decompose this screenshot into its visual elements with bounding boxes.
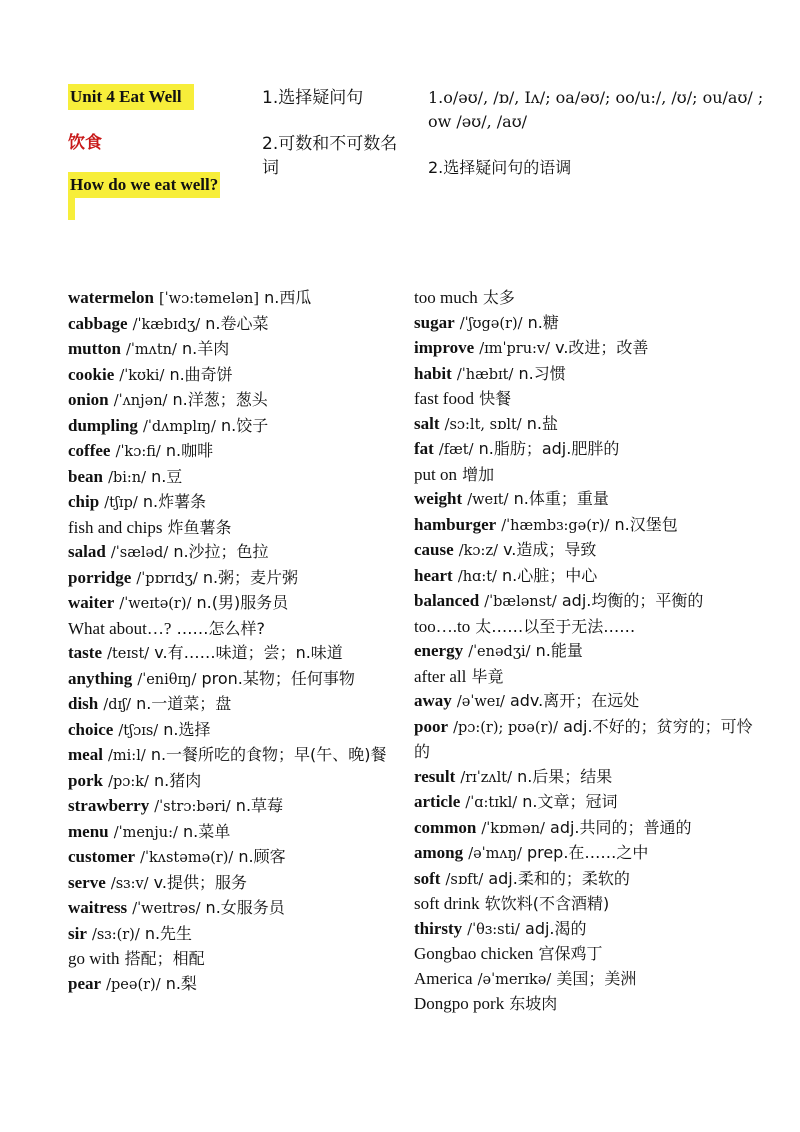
vocab-word: salt [414,413,440,433]
vocab-phonetic: /pɔ:k/ [108,773,149,790]
vocab-phonetic: /ˈkɔ:fi/ [115,444,161,460]
grammar-list [262,86,412,202]
vocab-phonetic: /fæt/ [438,442,474,458]
vocab-phonetic: /peə(r)/ [106,976,161,993]
vocab-entry [68,667,408,693]
vocab-word: serve [68,872,106,892]
vocab-word: hamburger [414,514,497,534]
vocab-phonetic: /ɪmˈpru:v/ [479,341,550,357]
vocab-entry [68,490,408,516]
vocab-word: balanced [414,591,480,610]
vocab-entry [414,311,754,337]
vocab-meaning: n.草莓 [235,796,284,815]
vocab-entry [414,816,754,842]
vocab-meaning: v.提供；服务 [153,872,247,892]
vocab-meaning: 搭配；相配 [124,949,205,968]
vocab-word: go with [68,949,120,968]
vocab-entry [414,538,754,564]
vocab-word: strawberry [68,796,150,815]
vocab-meaning: n.体重；重量 [513,489,609,508]
vocab-meaning: 快餐 [479,389,512,408]
vocab-entry [414,917,754,943]
vocab-meaning: n.糖 [527,312,559,332]
vocab-word: fat [414,439,434,458]
header-left [68,84,248,220]
vocab-meaning: n.粥；麦片粥 [202,567,299,587]
vocab-meaning: prep.在……之中 [526,843,649,862]
vocab-entry [414,967,754,993]
vocab-meaning: n.文章；冠词 [522,792,618,811]
vocab-word: mutton [68,339,121,358]
vocab-entry [68,337,408,363]
vocab-phonetic: /ˈmʌtn/ [126,342,177,358]
vocab-word: anything [68,668,133,688]
vocab-phonetic: /ˈhæmbɜ:gə(r)/ [501,517,610,534]
vocab-entry [414,286,754,311]
vocab-meaning: adj.渴的 [525,918,587,938]
vocab-entry [68,363,408,389]
vocab-meaning: 东坡肉 [509,994,558,1013]
vocab-meaning: n.炸薯条 [142,492,207,511]
vocab-phonetic: /ˈmenju:/ [113,824,178,841]
vocab-meaning: n.曲奇饼 [169,364,233,384]
vocab-entry [68,794,408,820]
vocab-phonetic: /teɪst/ [107,646,150,662]
vocab-word: fish and chips [68,517,163,537]
vocab-meaning: n.洋葱；葱头 [172,390,268,409]
vocab-phonetic: /hɑ:t/ [457,568,497,585]
vocab-word: heart [414,565,453,585]
vocab-word: Gongbao chicken [414,944,534,963]
vocab-entry [68,692,408,718]
vocab-entry [414,487,754,513]
vocab-word: soft drink [414,894,480,913]
vocab-entry [68,566,408,592]
vocab-word: porridge [68,567,132,587]
vocab-word: dish [68,694,99,713]
vocab-entry [68,286,408,312]
vocab-entry [414,892,754,917]
vocab-entry [414,639,754,665]
vocab-phonetic: /ˈkʌstəmə(r)/ [140,850,234,866]
vocab-phonetic: [ˈwɔ:təmelən] [159,291,260,307]
vocab-word: sugar [414,312,455,332]
vocab-word: among [414,843,464,862]
unit-title: Unit 4 Eat Well [68,84,194,110]
vocab-entry [414,992,754,1017]
vocab-meaning: 炸鱼薯条 [167,517,232,537]
vocab-word: onion [68,390,109,409]
vocab-meaning: 太多 [482,288,515,307]
vocab-word: thirsty [414,918,463,938]
vocab-entry [68,439,408,465]
vocab-meaning: n.脂肪；adj.肥胖的 [478,439,620,458]
vocab-entry [414,665,754,690]
grammar-item: 1.选择疑问句 [262,88,364,108]
vocab-word: poor [414,716,448,736]
vocab-phonetic: /sɒft/ [445,871,484,888]
vocab-word: salad [68,542,106,561]
vocab-meaning: n.羊肉 [181,339,230,358]
vocab-meaning: adj.不好的；贫穷的；可怜的 [414,716,753,761]
vocab-entry [68,414,408,440]
vocab-phonetic: /əˈmerɪkə/ [477,971,552,988]
vocab-word: habit [414,363,452,383]
vocab-meaning: adj.柔和的；柔软的 [488,868,630,888]
vocab-meaning: 宫保鸡丁 [538,944,603,963]
vocab-word: coffee [68,441,111,460]
vocab-phonetic: /pɔ:(r); pʊə(r)/ [453,719,558,736]
vocab-entry [414,715,754,765]
vocab-meaning: n.后果；结果 [517,766,613,786]
vocab-word: chip [68,492,100,511]
vocab-meaning: v.造成；导致 [503,540,597,559]
vocab-meaning: n.沙拉；色拉 [173,542,269,561]
unit-question: How do we eat well? [68,172,220,198]
vocab-word: America [414,968,473,988]
vocab-word: choice [68,719,114,739]
vocab-word: What about…? [68,618,172,638]
vocab-phonetic: /ˈhæbɪt/ [456,366,514,383]
vocab-word: result [414,766,456,786]
vocab-phonetic: /ˈkʊki/ [119,367,165,384]
vocab-phonetic: /ˈkæbɪdʒ/ [132,316,201,333]
vocab-entry [414,437,754,463]
vocab-meaning: n.选择 [163,719,211,739]
vocab-meaning: n.豆 [151,466,183,486]
vocab-word: common [414,817,477,837]
vocab-phonetic: /ˈweɪtə(r)/ [119,596,192,612]
vocab-entry [68,516,408,541]
vocab-phonetic: /əˈmʌŋ/ [468,846,522,862]
vocab-entry [68,845,408,871]
vocab-word: fast food [414,389,474,408]
vocab-entry [68,947,408,972]
vocab-phonetic: /tʃɪp/ [104,495,138,511]
vocab-word: soft [414,868,441,888]
vocab-meaning: 太……以至于无法…… [475,616,636,636]
vocab-phonetic: /kɔ:z/ [458,543,498,559]
vocab-column-right [414,286,754,1017]
vocab-entry [414,463,754,488]
vocab-phonetic: /ˈɑ:tɪkl/ [465,795,518,811]
vocab-entry [414,615,754,640]
vocab-phonetic: /ˈeniθɪŋ/ [137,671,197,688]
vocab-word: waiter [68,593,115,612]
vocab-meaning: n.卷心菜 [205,313,269,333]
vocab-entry [414,564,754,590]
vocab-entry [414,412,754,438]
vocab-word: cause [414,540,454,559]
vocab-meaning: 增加 [462,464,495,484]
vocab-entry [68,922,408,948]
vocab-word: weight [414,489,463,508]
vocab-word: too much [414,288,478,307]
vocab-word: too….to [414,616,471,636]
vocab-word: customer [68,847,136,866]
vocab-phonetic: /ˈstrɔ:bəri/ [154,799,231,815]
vocab-phonetic: /weɪt/ [467,492,509,508]
vocab-word: after all [414,666,467,686]
vocab-meaning: n.饺子 [221,415,269,435]
vocab-entry [68,743,408,769]
vocab-entry [68,641,408,667]
vocab-meaning: adv.离开；在远处 [509,691,640,710]
vocab-entry [68,617,408,642]
vocab-phonetic: /ˈenədʒi/ [468,644,531,660]
vocab-entry [414,589,754,615]
vocab-word: cabbage [68,313,128,333]
highlight-mark [68,198,75,220]
vocab-phonetic: /ˈkɒmən/ [481,820,545,837]
vocab-phonetic: /bi:n/ [108,469,146,486]
vocab-phonetic: /mi:l/ [108,748,146,764]
vocab-meaning: n.心脏；中心 [502,565,598,585]
vocab-word: pork [68,770,103,790]
vocab-meaning: n.咖啡 [165,441,214,460]
vocab-entry [414,942,754,967]
vocab-meaning: n.(男)服务员 [196,593,289,612]
vocab-meaning: v.改进；改善 [555,338,649,357]
vocab-meaning: n.盐 [526,413,559,433]
vocab-phonetic: /sɔ:lt, sɒlt/ [444,416,522,433]
vocab-word: article [414,792,461,811]
grammar-item: 2.可数和不可数名词 [262,134,398,178]
vocab-entry [414,790,754,816]
vocab-meaning: n.一餐所吃的食物；早(午、晚)餐 [150,745,387,764]
vocab-phonetic: /sɜ:v/ [110,875,149,892]
vocab-entry [68,896,408,922]
vocab-meaning: pron.某物；任何事物 [201,668,355,688]
vocab-entry [68,769,408,795]
vocab-phonetic: /tʃɔɪs/ [118,722,159,739]
vocab-meaning: n.汉堡包 [614,514,678,534]
vocab-meaning: n.能量 [535,641,583,660]
vocab-phonetic: /ˈdʌmplɪŋ/ [143,418,216,435]
pronunciation-item: 2.选择疑问句的语调 [428,158,572,177]
vocab-phonetic: /ˈweɪtrəs/ [132,901,201,917]
vocab-word: meal [68,745,103,764]
vocab-meaning: n.先生 [144,923,193,943]
vocab-meaning: n.西瓜 [264,288,312,307]
vocab-entry [414,867,754,893]
vocab-word: put on [414,464,457,484]
vocab-entry [414,765,754,791]
vocab-entry [414,362,754,388]
vocab-phonetic: /əˈweɪ/ [456,694,505,710]
vocab-meaning: n.女服务员 [205,898,285,917]
vocab-entry [68,871,408,897]
vocab-meaning: adj.均衡的；平衡的 [561,591,704,610]
vocab-phonetic: /sɜ:(r)/ [91,926,140,943]
vocab-meaning: n.猪肉 [154,770,202,790]
vocab-phonetic: /ˈbælənst/ [484,594,557,610]
vocab-word: pear [68,973,102,993]
vocab-entry [414,689,754,715]
vocab-phonetic: /ˈʌnjən/ [113,393,168,409]
vocab-column-left [68,286,408,997]
vocab-entry [414,387,754,412]
vocab-word: waitress [68,898,128,917]
vocab-entry [68,591,408,617]
vocab-word: watermelon [68,288,154,307]
vocab-word: away [414,691,452,710]
pronunciation-item: 1.o/əʊ/, /ɒ/, Iʌ/; oa/əʊ/; oo/u:/, /ʊ/; ou/aʊ/ ; ow /əʊ/, /aʊ/ [428,88,764,131]
vocab-entry [68,972,408,998]
vocab-entry [68,312,408,338]
vocab-phonetic: /ˈʃʊgə(r)/ [459,315,523,332]
vocab-meaning: adj.共同的；普通的 [550,817,692,837]
vocab-entry [414,336,754,362]
vocab-meaning: 软饮料(不含酒精) [484,894,610,913]
vocab-word: dumpling [68,415,138,435]
vocab-entry [68,465,408,491]
vocab-meaning: 毕竟 [471,666,504,686]
vocab-word: bean [68,466,103,486]
vocab-entry [68,718,408,744]
vocab-phonetic: /dɪʃ/ [103,697,131,713]
vocab-meaning: 美国；美洲 [556,968,637,988]
vocab-word: sir [68,923,87,943]
vocab-word: improve [414,338,475,357]
vocab-meaning: n.顾客 [238,847,286,866]
vocab-phonetic: /ˈsæləd/ [110,545,169,561]
topic-cn: 饮食 [68,133,102,153]
vocab-word: taste [68,643,102,662]
vocab-meaning: n.习惯 [518,363,566,383]
vocab-word: Dongpo pork [414,994,505,1013]
vocab-entry [68,388,408,414]
vocab-meaning: n.梨 [165,973,197,993]
vocab-meaning: n.菜单 [182,821,231,841]
vocab-entry [68,820,408,846]
vocab-entry [414,513,754,539]
pronunciation-list [428,86,768,180]
vocab-phonetic: /rɪˈzʌlt/ [460,769,512,786]
vocab-word: energy [414,641,464,660]
vocab-meaning: n.一道菜；盘 [136,694,232,713]
vocab-word: cookie [68,364,115,384]
vocab-entry [414,841,754,867]
vocab-phonetic: /ˈθɜ:sti/ [467,921,520,938]
vocab-word: menu [68,821,109,841]
vocab-meaning: v.有……味道；尝；n.味道 [154,643,343,662]
vocab-phonetic: /ˈpɒrɪdʒ/ [136,570,198,587]
vocab-meaning: ……怎么样? [176,618,265,638]
vocab-entry [68,540,408,566]
